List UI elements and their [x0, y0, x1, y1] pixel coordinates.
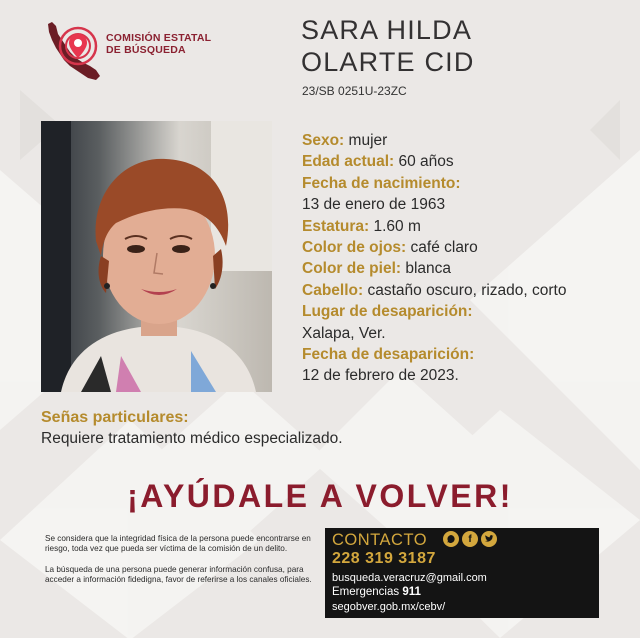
fecha-value: 12 de febrero de 2023. [302, 367, 459, 385]
cabello-value: castaño oscuro, rizado, corto [367, 281, 567, 299]
piel-label: Color de piel: [302, 260, 402, 278]
nacimiento-label: Fecha de nacimiento: [302, 174, 461, 192]
lugar-label: Lugar de desaparición: [302, 303, 473, 321]
detail-nacimiento-value-row [302, 194, 632, 215]
facebook-icon[interactable]: f [462, 531, 478, 547]
contact-title: CONTACTO [332, 531, 428, 549]
organization-name [106, 32, 236, 56]
senas-particulares [41, 408, 601, 449]
senas-label: Señas particulares: [41, 409, 189, 426]
detail-sexo [302, 130, 632, 151]
organization-name-line2: DE BÚSQUEDA [106, 44, 186, 56]
nacimiento-value: 13 de enero de 1963 [302, 196, 446, 214]
person-name [301, 14, 475, 78]
detail-edad [302, 151, 632, 172]
last-name: OLARTE CID [301, 47, 475, 77]
contact-box [325, 528, 599, 618]
first-name: SARA HILDA [301, 15, 473, 45]
detail-nacimiento-label-row [302, 173, 632, 194]
estatura-value: 1.60 m [373, 217, 421, 235]
senas-value: Requiere tratamiento médico especializado. [41, 430, 343, 447]
twitter-icon[interactable] [481, 531, 497, 547]
detail-estatura [302, 216, 632, 237]
person-photo [41, 121, 272, 392]
detail-lugar-label-row [302, 301, 632, 322]
disclaimer-paragraph-2: La búsqueda de una persona puede generar información confusa, para acceder a información fidedigna, favor de referirse a los canales oficiales. [45, 564, 312, 584]
portrait-illustration [41, 121, 272, 392]
detail-piel [302, 258, 632, 279]
edad-label: Edad actual: [302, 153, 395, 171]
folio: 23/SB 0251U-23ZC [302, 84, 407, 98]
detail-ojos [302, 237, 632, 258]
organization-name-line1: COMISIÓN ESTATAL [106, 32, 212, 44]
ojos-value: café claro [410, 239, 478, 257]
contact-website[interactable]: segobver.gob.mx/cebv/ [332, 601, 446, 613]
contact-emergency [332, 586, 421, 598]
logo [42, 18, 232, 84]
sexo-value: mujer [348, 132, 388, 149]
estatura-label: Estatura: [302, 217, 370, 235]
contact-phone[interactable]: 228 319 3187 [332, 550, 436, 567]
cabello-label: Cabello: [302, 281, 364, 299]
veracruz-map-icon [42, 18, 104, 84]
lugar-value: Xalapa, Ver. [302, 324, 386, 342]
edad-value: 60 años [398, 153, 454, 171]
ojos-label: Color de ojos: [302, 239, 407, 257]
disclaimer [45, 534, 323, 595]
contact-email[interactable]: busqueda.veracruz@gmail.com [332, 572, 487, 584]
social-icons [443, 531, 497, 547]
sexo-label: Sexo: [302, 132, 345, 149]
slogan: ¡AYÚDALE A VOLVER! [127, 478, 513, 514]
detail-fecha-value-row [302, 365, 632, 386]
piel-value: blanca [405, 260, 452, 278]
detail-lugar-value-row [302, 323, 632, 344]
fecha-label: Fecha de desaparición: [302, 346, 475, 364]
disclaimer-paragraph-1: Se considera que la integridad física de la persona puede encontrarse en riesgo, toda vez que pueda ser víctima de la comisión de un delito. [45, 534, 311, 554]
emergency-number[interactable]: 911 [402, 586, 421, 598]
whatsapp-icon[interactable] [443, 531, 459, 547]
person-details [302, 130, 632, 387]
emergency-label: Emergencias [332, 586, 400, 598]
detail-cabello [302, 280, 632, 301]
detail-fecha-label-row [302, 344, 632, 365]
